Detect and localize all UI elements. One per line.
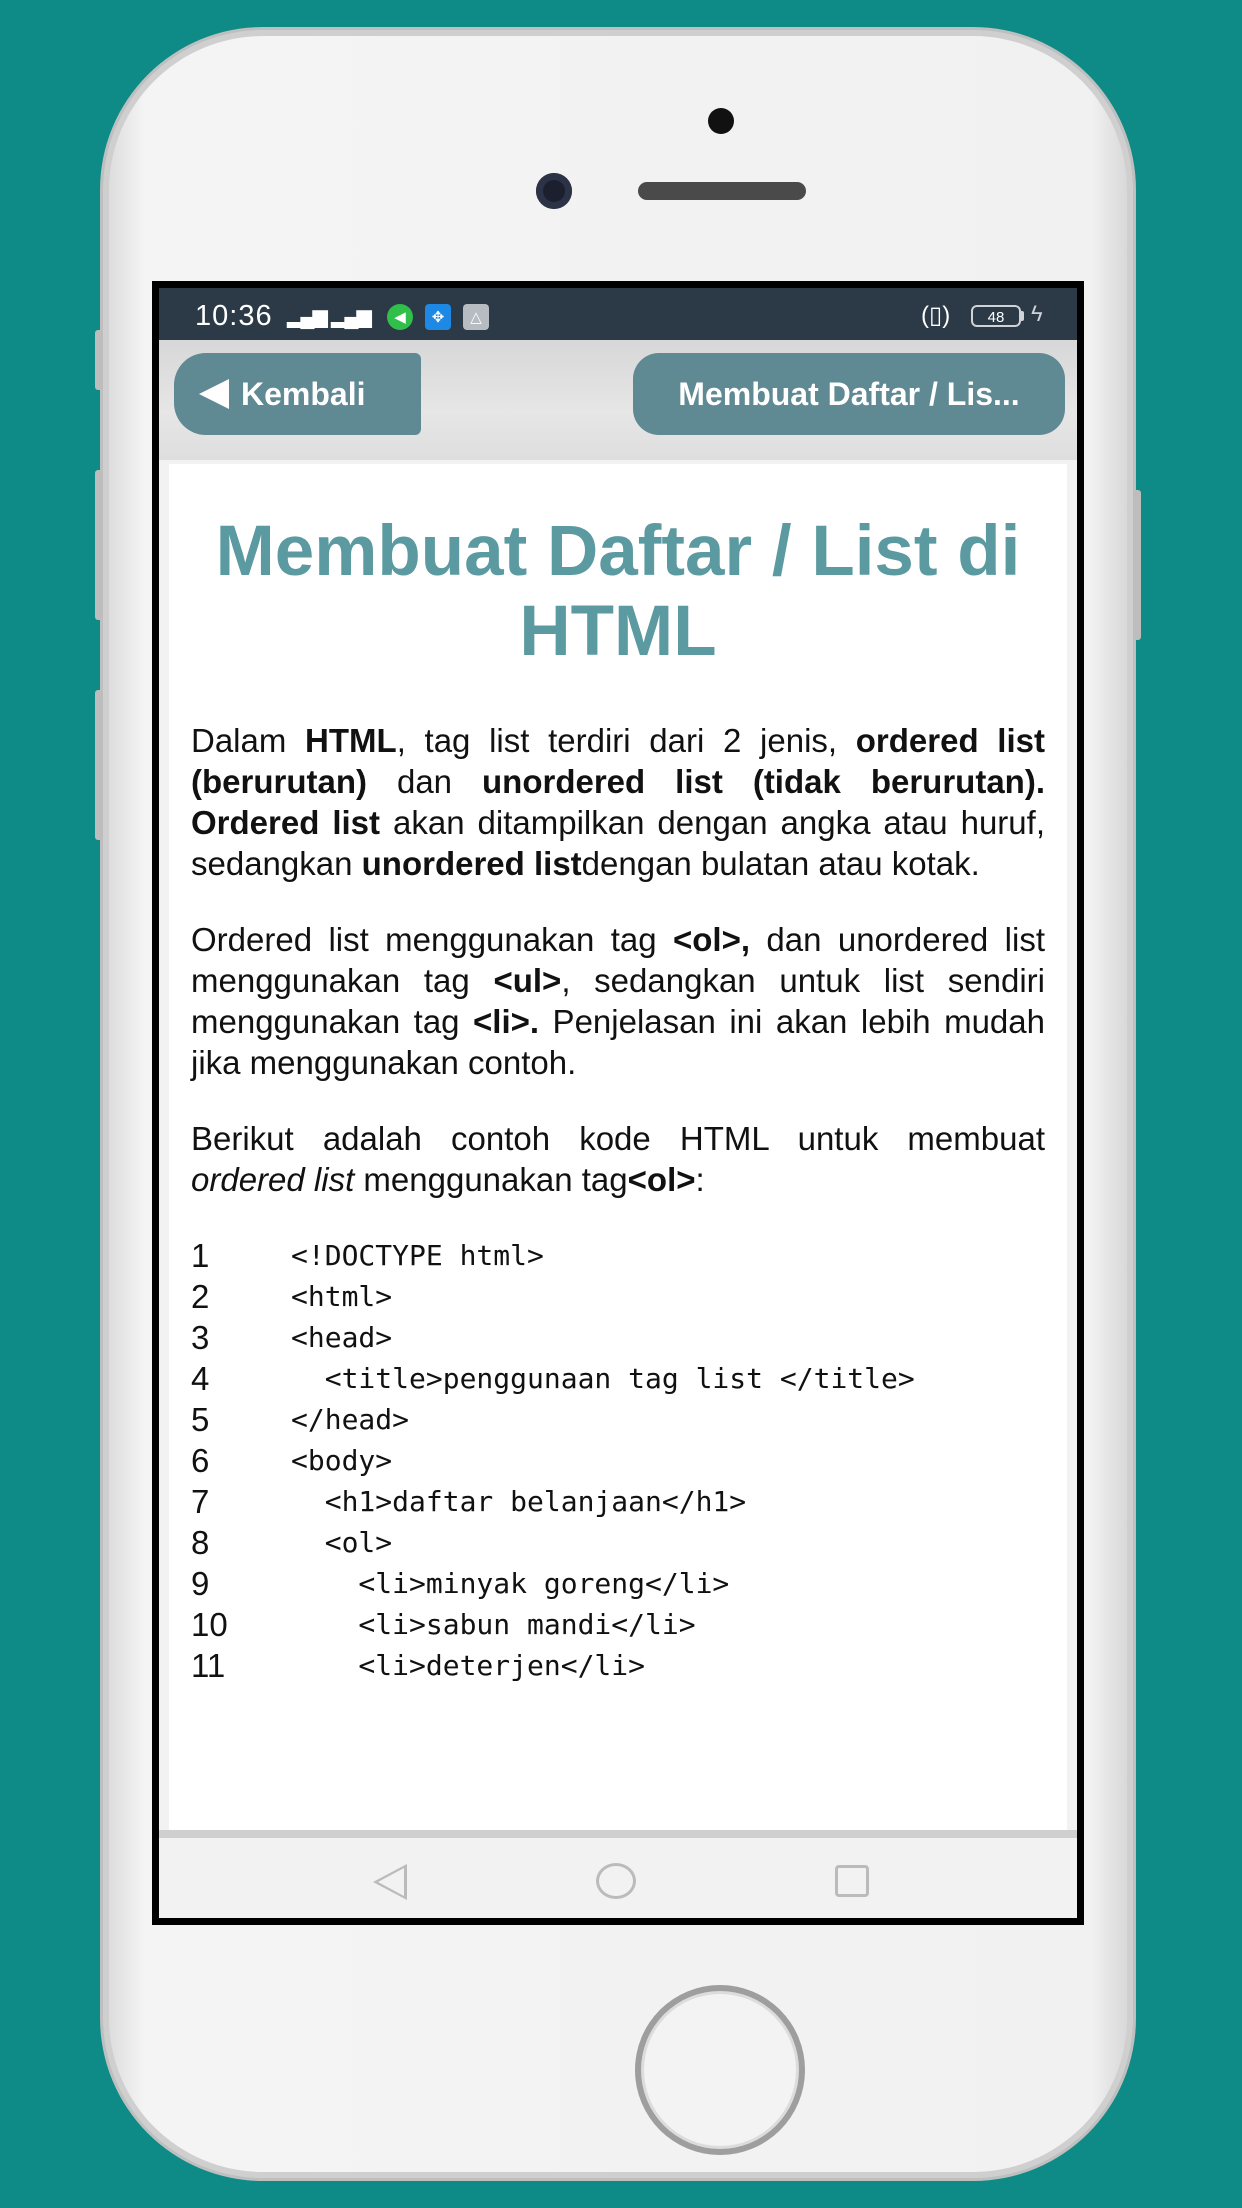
- status-bar: [159, 288, 1077, 340]
- paragraph-3: [191, 1118, 1045, 1200]
- text-segment: akan ditampilkan dengan angka atau huruf, sedangkan: [191, 804, 1045, 882]
- text-segment: , sedangkan untuk list sendiri menggunakan tag: [191, 962, 1045, 1040]
- code-line: [191, 1604, 1067, 1645]
- status-time: 10:36: [195, 300, 273, 332]
- code-line-number: 1: [191, 1236, 210, 1274]
- code-line-text: <body>: [291, 1444, 393, 1477]
- code-line-text: </head>: [291, 1403, 410, 1436]
- power-button: [1133, 490, 1141, 640]
- code-line: [191, 1440, 1067, 1481]
- code-line: [191, 1317, 1067, 1358]
- code-line: [191, 1563, 1067, 1604]
- system-nav-bar: [159, 1838, 1077, 1918]
- screen-content: [159, 288, 1077, 1918]
- paragraph-1: [191, 720, 1045, 884]
- text-segment: Dalam: [191, 722, 306, 759]
- text-segment: Penjelasan ini akan lebih mudah jika menggunakan contoh.: [191, 1003, 1045, 1081]
- text-segment: , tag list terdiri dari 2 jenis,: [396, 722, 856, 759]
- text-segment: dengan bulatan atau kotak.: [581, 845, 980, 882]
- mute-switch: [95, 330, 103, 390]
- charging-icon: ϟ: [1031, 301, 1043, 326]
- text-segment: dan: [367, 763, 483, 800]
- code-line: [191, 1481, 1067, 1522]
- text-segment: Ordered list menggunakan tag: [191, 921, 673, 958]
- code-line-text: <h1>daftar belanjaan</h1>: [291, 1485, 747, 1518]
- text-segment: <ul>: [493, 962, 562, 999]
- code-line: [191, 1399, 1067, 1440]
- text-segment: :: [695, 1161, 705, 1198]
- code-line-number: 11: [191, 1646, 226, 1684]
- code-line: [191, 1235, 1067, 1276]
- back-button[interactable]: [174, 353, 421, 435]
- code-line-number: 6: [191, 1441, 210, 1479]
- code-line-text: <head>: [291, 1321, 393, 1354]
- page-title-label: Membuat Daftar / Lis...: [678, 375, 1020, 412]
- text-segment: ordered list: [191, 1161, 355, 1198]
- text-segment: HTML: [305, 722, 397, 759]
- earpiece-speaker: [638, 182, 806, 200]
- volume-down-button: [95, 690, 103, 840]
- code-line-number: 2: [191, 1277, 210, 1315]
- text-segment: <ol>: [627, 1161, 696, 1198]
- scroll-bottom-strip: [159, 1830, 1077, 1838]
- nav-back-icon[interactable]: [373, 1864, 407, 1900]
- code-line-number: 7: [191, 1482, 210, 1520]
- code-line-number: 5: [191, 1400, 210, 1438]
- page-title-button[interactable]: [633, 353, 1065, 435]
- text-segment: menggunakan tag: [354, 1161, 628, 1198]
- code-line-text: <li>minyak goreng</li>: [291, 1567, 730, 1600]
- text-segment: ordered list (berurutan): [191, 722, 1045, 800]
- battery-tip: [1021, 311, 1024, 321]
- text-segment: dan unordered list menggunakan tag: [191, 921, 1045, 999]
- text-segment: unordered list (tidak berurutan). Ordered list: [191, 763, 1045, 841]
- front-camera: [536, 173, 572, 209]
- whatsapp-like-icon: ◀: [387, 304, 413, 330]
- article-heading: Membuat Daftar / List di HTML: [215, 512, 1021, 671]
- nav-recents-icon[interactable]: [835, 1865, 869, 1897]
- signal-icon: ▂▄▆: [287, 306, 326, 328]
- nav-home-icon[interactable]: [596, 1863, 636, 1899]
- code-line: [191, 1358, 1067, 1399]
- code-line-text: <html>: [291, 1280, 393, 1313]
- code-line-text: <title>penggunaan tag list </title>: [291, 1362, 915, 1395]
- code-line-text: <li>sabun mandi</li>: [291, 1608, 696, 1641]
- back-arrow-icon: [199, 379, 229, 409]
- text-segment: <li>.: [473, 1003, 540, 1040]
- code-line-number: 10: [191, 1605, 228, 1643]
- text-segment: Berikut adalah contoh kode HTML untuk membuat: [191, 1120, 1045, 1157]
- code-line-number: 3: [191, 1318, 210, 1356]
- text-segment: <ol>,: [672, 921, 751, 958]
- app-toolbar: [159, 340, 1077, 460]
- code-line-text: <!DOCTYPE html>: [291, 1239, 544, 1272]
- code-line-text: <ol>: [291, 1526, 393, 1559]
- code-line-number: 8: [191, 1523, 210, 1561]
- code-line: [191, 1276, 1067, 1317]
- phone-screen: [152, 281, 1084, 1925]
- paragraph-2: [191, 919, 1045, 1083]
- code-line: [191, 1645, 1067, 1686]
- back-button-label: Kembali: [241, 375, 366, 412]
- home-button[interactable]: [635, 1985, 805, 2155]
- code-block: [191, 1235, 1067, 1686]
- usb-icon: ✥: [425, 304, 451, 330]
- volume-up-button: [95, 470, 103, 620]
- code-line-text: <li>deterjen</li>: [291, 1649, 646, 1682]
- code-line: [191, 1522, 1067, 1563]
- code-line-number: 9: [191, 1564, 210, 1602]
- drive-icon: △: [463, 304, 489, 330]
- battery-icon: 48: [971, 305, 1021, 327]
- signal-icon-2: ▂▄▆: [331, 306, 370, 328]
- code-line-number: 4: [191, 1359, 210, 1397]
- text-segment: unordered list: [361, 845, 582, 882]
- article-content[interactable]: [169, 464, 1067, 1830]
- proximity-sensor: [708, 108, 734, 134]
- vibrate-icon: (▯): [921, 302, 951, 329]
